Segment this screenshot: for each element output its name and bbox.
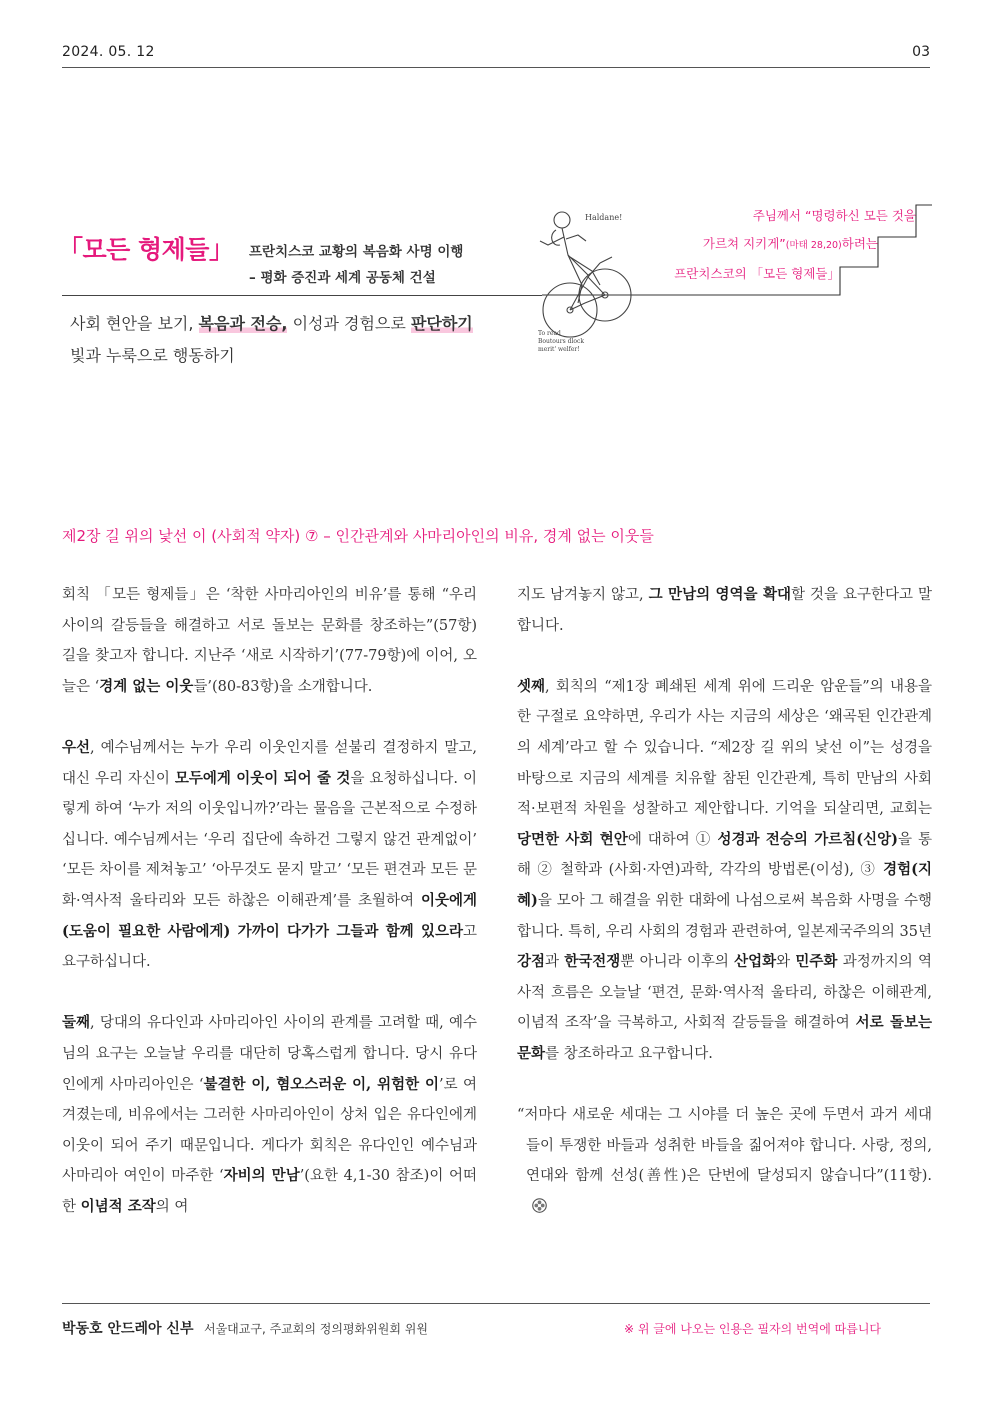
stairs-line-3: 프란치스코의 「모든 형제들」 [674,266,840,281]
sketch-caption-1: To read [538,330,561,337]
sketch-caption-3: merit' welfer! [538,346,580,353]
sketch-caption-top: Haldane! [585,213,623,222]
closing-quote: “저마다 새로운 세대는 그 시야를 더 높은 곳에 두면서 과거 세대들이 투쟁한 바들과 성취한 바들을 짊어져야 합니다. 사랑, 정의, 연대와 함께 선성(善性)은 단번에 달성되지 않습니다”(11항). [517,1100,932,1222]
paragraph-intro: 회칙 「모든 형제들」은 ‘착한 사마리아인의 비유’를 통해 “우리 사이의 갈등들을 해결하고 서로 돌보는 문화를 창조하는”(57항) 길을 찾고자 합니다. 지난주 ‘새로 시작하기’(77-79항)에 이어, 오늘은 ‘경계 없는 이웃들’(80-83항)을 소개합니다. [62,587,477,695]
series-title: 「모든 형제들」 [58,235,234,264]
flower-end-mark-icon [532,1198,547,1213]
title-divider [62,295,542,296]
series-subtitle-1: 프란치스코 교황의 복음화 사명 이행 [249,244,464,260]
paragraph-second-continued: 지도 남겨놓지 않고, 그 만남의 영역을 확대할 것을 요구한다고 말합니다. [517,586,932,634]
stairs-line-2a: 가르쳐 지키게” [702,236,786,251]
paragraph-first: 우선, 예수님께서는 누가 우리 이웃인지를 섣불리 결정하지 말고, 대신 우리 자신이 모두에게 이웃이 되어 줄 것을 요청하십니다. 이렇게 하여 ‘누가 저의 이웃입니까?’라는 물음을 근본적으로 수정하십니다. 예수님께서는 ‘우리 집단에 속하건 그렇지 않건 관계없이’ ‘모든 차이를 제쳐놓고’ ‘아무것도 묻지 말고’ ‘모든 편견과 모든 문화·역사적 울타리와 모든 하찮은 이해관계’를 초월하여 이웃에게(도움이 필요한 사람에게) 가까이 다가가 그들과 함께 있으라고 요구하십니다. [62,738,477,971]
footer-divider [62,1303,930,1304]
author-role: 서울대교구, 주교회의 정의평화위원회 위원 [204,1322,428,1336]
chapter-heading: 제2장 길 위의 낯선 이 (사회적 약자) ⑦ – 인간관계와 사마리아인의 비유, 경계 없는 이웃들 [62,527,654,545]
cyclist-sketch-icon [540,212,631,337]
article-column-left [62,580,477,1253]
stairs-line-1: 주님께서 “명령하신 모든 것을 [752,208,916,223]
paragraph-second: 둘째, 당대의 유다인과 사마리아인 사이의 관계를 고려할 때, 예수님의 요구는 오늘날 우리를 대단히 당혹스럽게 합니다. 당시 유다인에게 사마리아인은 ‘불결한 이, 혐오스러운 이, 위험한 이’로 여겨졌는데, 비유에서는 그러한 사마리아인이 상처 입은 유다인에게 이웃이 되어 주기 때문입니다. 게다가 회칙은 유다인인 예수님과 사마리아 여인이 마주한 ‘자비의 만남’(요한 4,1-30 참조)이 어떠한 이념적 조작의 여 [62,1014,478,1215]
method-line-1 [70,311,473,334]
translation-note: ※ 위 글에 나오는 인용은 필자의 번역에 따릅니다 [624,1322,882,1336]
issue-date: 2024. 05. 12 [62,44,155,60]
stairs-line-2b: 하려는 [841,236,878,251]
scripture-reference: (마태 28,20) [785,240,842,251]
method-reason-experience: 이성과 경험으로 [287,314,411,333]
sketch-caption-2: Boutours dlock [538,338,584,345]
page-number: 03 [912,44,930,60]
series-subtitle-2: – 평화 증진과 세계 공동체 건설 [249,270,436,286]
paragraph-third: 셋째, 회칙의 “제1장 폐쇄된 세계 위에 드리운 암운들”의 내용을 한 구절로 요약하면, 우리가 사는 지금의 세상은 ‘왜곡된 인간관계의 세계’라고 할 수 있습니다. “제2장 길 위의 낯선 이”는 성경을 바탕으로 지금의 세계를 치유할 참된 인간관계, 특히 만남의 사회적·보편적 차원을 성찰하고 제안합니다. 기억을 되살리면, 교회는 당면한 사회 현안에 대하여 ① 성경과 전승의 가르침(신앙)을 통해 ② 철학과 (사회·자연)과학, 각각의 방법론(이성), ③ 경험(지혜)을 모아 그 해결을 위한 대화에 나섬으로써 복음화 사명을 수행합니다. 특히, 우리 사회의 경험과 관련하여, 일본제국주의의 35년 강점과 한국전쟁뿐 아니라 이후의 산업화와 민주화 과정까지의 역사적 흐름은 오늘날 ‘편견, 문화·역사적 울타리, 하찮은 이해관계, 이념적 조작’을 극복하고, 사회적 갈등들을 해결하여 서로 돌보는 문화를 창조하라고 요구합니다. [517,677,932,1062]
author-name: 박동호 안드레아 신부 [62,1321,194,1337]
method-judge: 판단하기 [410,314,473,333]
stairs-line-2 [703,234,878,252]
method-see: 사회 현안을 보기, [70,314,199,333]
method-gospel-tradition: 복음과 전승, [198,314,288,333]
method-line-2: 빛과 누룩으로 행동하기 [70,346,235,365]
article-column-right [517,580,932,1222]
header-divider [62,67,930,68]
